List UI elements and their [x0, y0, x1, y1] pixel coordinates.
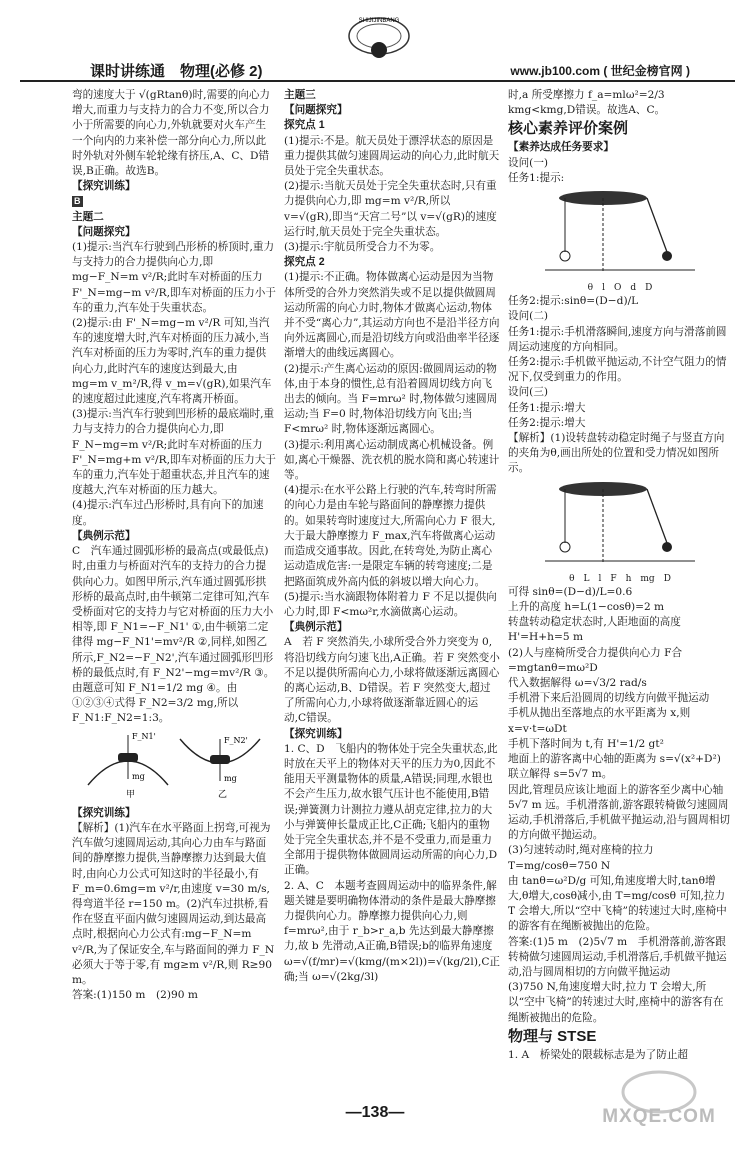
- left-column: [72, 88, 276, 1003]
- paragraph: 任务2:提示:增大: [508, 416, 586, 429]
- paragraph: A 若 F 突然消失,小球所受合外力突变为 0,将沿切线方向匀速飞出,A正确。若 F 突然变小不足以提供所需向心力,小球将做逐渐远离圆心的离心运动,B、D错误。若 F 突然变大,超过了所需向心力,小球将做逐渐靠近圆心的运动,C错误。: [284, 636, 500, 725]
- paragraph: 设问(三): [508, 386, 549, 399]
- section-title: 物理与 STSE: [508, 1027, 597, 1045]
- section-heading: 【探究训练】: [72, 806, 136, 819]
- carousel-swing-figure: [535, 186, 705, 278]
- paragraph: 转盘转动稳定状态时,人距地面的高度 H'=H+h=5 m: [508, 616, 681, 644]
- paragraph: (2)提示:产生离心运动的原因:做圆周运动的物体,由于本身的惯性,总有沿着圆周切线方向飞出去的倾向。当 F=mrω² 时,物体做匀速圆周运动;当 F=0 时,物体沿切线方向飞出;当 F<mrω² 时,物体逐渐远离圆心。: [284, 362, 498, 436]
- answer-line: [72, 194, 276, 209]
- paragraph: (3)750 N,角速度增大时,拉力 T 会增大,所以“空中飞椅”的转速过大时,座椅中的游客有在绳断被抛出的危险。: [508, 981, 724, 1024]
- paragraph: 1. C、D 飞船内的物体处于完全失重状态,此时放在天平上的物体对天平的压力为0,因此不能用天平测量物体的质量,A错误;同理,水银也不会产生压力,故水银气压计也不能使用,B错误;弹簧测力计测拉力遵从胡克定律,拉力的大小与弹簧伸长量成正比,C正确;飞船内的重物处于完全失重状态,并不是不受重力,而是重力全部用于提供物体做圆周运动所需的向心力,D正确。: [284, 742, 498, 877]
- paragraph: 1. A 桥梁处的限载标志是为了防止超: [508, 1048, 689, 1061]
- paragraph: 弯的速度大于 √(gRtanθ)时,需要的向心力增大,而重力与支持力的合力不变,所以合力小于所需要的向心力,外轨就要对火车产生一个向内的力来补偿一部分向心力,所以此时外轨对外侧车轮轮缘有挤压,A、C、D错误,B正确。故选B。: [72, 89, 271, 178]
- paragraph: 【解析】(1)汽车在水平路面上拐弯,可视为汽车做匀速圆周运动,其向心力由车与路面间的静摩擦力提供,当静摩擦力达到最大值时,由向心力公式可知这时的半径最小,有 F_m=0.6mg=m v²/r,由速度 v=30 m/s,得弯道半径 r=150 m。(2)汽车过拱桥,看作在竖直平面内做匀速圆周运动,到达最高点时,根据向心力公式有:mg−F_N=m v²/R,为了保证安全,车与路面间的弹力 F_N 必须大于等于零,有 mg≥m v²/R,则 R≥90 m。: [72, 821, 275, 986]
- header-divider: [20, 80, 735, 82]
- section-heading: 【探究训练】: [72, 180, 136, 193]
- paragraph: (3)提示:当汽车行驶到凹形桥的最底端时,重力与支持力的合力提供向心力,即 F_N−mg=m v²/R;此时车对桥面的压力 F'_N=mg+m v²/R,即车对桥面的压力大于车的重力,汽车处于超重状态,并且汽车的速度越大,汽车对桥面的压力越大。: [72, 408, 276, 497]
- right-column: [508, 88, 732, 1063]
- paragraph: (4)提示:在水平公路上行驶的汽车,转弯时所需的向心力是由车轮与路面间的静摩擦力提供的。如果转弯时速度过大,所需向心力 F 很大,大于最大静摩擦力 F_max,汽车将做离心运动而造成交通事故。因此,在转弯处,为防止离心运动造成危害:一是限定车辆的转弯速度;二是把路面筑成外高内低的斜坡以增大向心力。: [284, 484, 497, 588]
- section-heading: 探究点 2: [284, 256, 325, 269]
- paragraph: 任务1:提示:: [508, 171, 565, 184]
- figure-labels: θ l O d D: [587, 283, 653, 294]
- section-heading: 主题二: [72, 210, 104, 223]
- section-title: 核心素养评价案例: [508, 120, 629, 138]
- figure-caption: 甲: [126, 789, 136, 800]
- section-heading: 【典例示范】: [72, 529, 136, 542]
- paragraph: 地面上的游客离中心轴的距离为 s=√(x²+D²): [508, 753, 721, 766]
- paragraph: 因此,管理员应该让地面上的游客至少离中心轴 5√7 m 远。手机滑落前,游客跟转椅做匀速圆周运动,手机滑落后,手机做平抛运动,沿与圆周相切的方向做平抛运动。: [508, 783, 730, 842]
- figure: [72, 727, 276, 806]
- paragraph: 任务1:提示:手机滑落瞬间,速度方向与滑落前圆周运动速度的方向相同。: [508, 325, 727, 353]
- paragraph: 答案:(1)5 m (2)5√7 m 手机滑落前,游客跟转椅做匀速圆周运动,手机滑落后,手机做平抛运动,沿与圆周相切的方向做平抛运动: [508, 935, 727, 978]
- section-heading: 探究点 1: [284, 119, 325, 132]
- paragraph: (3)提示:利用离心运动制成离心机械设备。例如,离心干燥器、洗衣机的脱水筒和离心转速计等。: [284, 438, 500, 482]
- paragraph: (5)提示:当水滴跟物体附着力 F 不足以提供向心力时,即 F<mω²r,水滴做离心运动。: [284, 590, 497, 618]
- convex-bridge-figure: [82, 727, 174, 801]
- paragraph: (2)人与座椅所受合力提供向心力 F合=mgtanθ=mω²D: [508, 646, 683, 674]
- figure: [508, 477, 732, 585]
- watermark-stamp-icon: [584, 1066, 734, 1140]
- car-body: [210, 755, 230, 764]
- section-heading: 【探究训练】: [284, 727, 348, 740]
- paragraph: 任务2:提示:手机做平抛运动,不计空气阻力的情况下,仅受到重力的作用。: [508, 356, 727, 384]
- gravity-label: mg: [224, 773, 237, 783]
- figure-caption: 乙: [218, 789, 228, 800]
- section-heading: 主题三: [284, 89, 316, 101]
- figure: [508, 186, 732, 294]
- section-heading: 【问题探究】: [284, 104, 348, 117]
- car-body: [118, 753, 138, 762]
- section-heading: 【问题探究】: [72, 225, 136, 238]
- force-label: F_N1': [132, 731, 156, 741]
- paragraph: (1)提示:不是。航天员处于漂浮状态的原因是重力提供其做匀速圆周运动的向心力,此时航天员处于完全失重状态。: [284, 134, 500, 178]
- paragraph: 代入数据解得 ω=√3/2 rad/s: [508, 677, 647, 690]
- middle-column: [284, 88, 500, 985]
- watermark: [584, 1066, 734, 1140]
- paragraph: 任务2:提示:sinθ=(D−d)/L: [508, 295, 639, 308]
- paragraph: (1)提示:当汽车行驶到凸形桥的桥顶时,重力与支持力的合力提供向心力,即 mg−F_N=m v²/R;此时车对桥面的压力 F'_N=mg−m v²/R,即车对桥面的压力小于车的重力,汽车处于失重状态。: [72, 241, 276, 314]
- paragraph: (3)提示:宇航员所受合力不为零。: [284, 241, 441, 254]
- paragraph: 可得 sinθ=(D−d)/L=0.6: [508, 585, 633, 598]
- section-heading: 【典例示范】: [284, 621, 348, 634]
- publisher-logo: [340, 6, 418, 66]
- paragraph: 手机下落时间为 t,有 H'=1/2 gt²: [508, 737, 664, 750]
- paragraph: 设问(一): [508, 156, 549, 169]
- logo-text: SHIJIJINBANG: [358, 18, 400, 24]
- carousel-swing-figure: [535, 477, 705, 569]
- gravity-label: mg: [132, 771, 145, 781]
- paragraph: 由 tanθ=ω²D/g 可知,角速度增大时,tanθ增大,θ增大,cosθ减小,由 T=mg/cosθ 可知,拉力 T 会增大,所以“空中飞椅”的转速过大时,座椅中的游客有在绳断被抛出的危险。: [508, 874, 727, 933]
- figure-labels: θ L l F h mg D: [569, 573, 671, 584]
- paragraph: 设问(二): [508, 310, 549, 323]
- paragraph: 2. A、C 本题考查圆周运动中的临界条件,解题关键是要明确物体滑动的条件是最大静摩擦力提供向心力。静摩擦力提供向心力,则 f=mrω²,由于 r_b>r_a,b 先达到最大静摩擦力,故 b 先滑动,A正确,B错误;b的临界角速度 ω=√(f/mr)=√(kmg/(m×2l))=√(kg/2l),C正确;当 ω=√(2kg/3l): [284, 879, 501, 983]
- paragraph: (1)提示:不正确。物体做离心运动是因为当物体所受的合外力突然消失或不足以提供做圆周运动所需的向心力时,物体才做离心运动,物体并不受“离心力”,其运动方向也不是沿半径方向向外远离圆心,而是沿切线方向或沿曲率半径逐渐增大的曲线远离圆心。: [284, 271, 500, 360]
- paragraph: (4)提示:汽车过凸形桥时,具有向下的加速度。: [72, 499, 264, 527]
- paragraph: (3)匀速转动时,绳对座椅的拉力 T=mg/cosθ=750 N: [508, 844, 654, 872]
- paragraph: (2)提示:当航天员处于完全失重状态时,只有重力提供向心力,即 mg=m v²/R,所以 v=√(gR),即当“天宫二号”以 v=√(gR)的速度运行时,航天员处于完全失重状态。: [284, 180, 497, 238]
- paragraph: 联立解得 s=5√7 m。: [508, 768, 613, 781]
- answer-letter: B: [74, 196, 81, 207]
- paragraph: 答案:(1)150 m (2)90 m: [72, 989, 198, 1002]
- watermark-text: MXQE.COM: [602, 1106, 716, 1127]
- paragraph: 上升的高度 h=L(1−cosθ)=2 m: [508, 601, 665, 614]
- concave-bridge-figure: [174, 727, 266, 801]
- paragraph: C 汽车通过圆弧形桥的最高点(或最低点)时,由重力与桥面对汽车的支持力的合力提供向心力。如图甲所示,汽车通过圆弧形拱形桥的最高点时,由牛顿第二定律可知,汽车受桥面对它的支持力与它对桥面的压力大小相等,即 F_N1=−F_N1' ①,由牛顿第二定律得 mg−F_N1'=mv²/R ②,同样,如图乙所示,F_N2=−F_N2',汽车通过圆弧形凹形桥的最低点时,有 F_N2'−mg=mv²/R ③。由题意可知 F_N1=1/2 mg ④。由①②③④式得 F_N2=3/2 mg,所以 F_N1:F_N2=1:3。: [72, 545, 275, 725]
- paragraph: 任务1:提示:增大: [508, 401, 586, 414]
- paragraph: 【解析】(1)设转盘转动稳定时绳子与竖直方向的夹角为θ,画出所处的位置和受力情况如图所示。: [508, 432, 725, 475]
- website-link[interactable]: www.jb100.com ( 世纪金榜官网 ): [510, 64, 690, 78]
- paragraph: 手机滑下来后沿圆周的切线方向做平抛运动: [508, 692, 710, 705]
- section-heading: 【素养达成任务要求】: [508, 141, 614, 154]
- paragraph: 时,a 所受摩擦力 f_a=mlω²=2/3 kmg<kmg,D错误。故选A、C。: [508, 89, 666, 117]
- book-title: 课时讲练通 物理(必修 2): [90, 63, 263, 80]
- page-number: —138—: [345, 1104, 405, 1121]
- paragraph: 手机从抛出至落地点的水平距离为 x,则 x=v·t=ωDt: [508, 707, 691, 735]
- paragraph: (2)提示:由 F'_N=mg−m v²/R 可知,当汽车的速度增大时,汽车对桥面的压力减小,当汽车对桥面的压力为零时,汽车的重力提供向心力,此时汽车的速度达到最大,由 mg=m v_m²/R,得 v_m=√(gR),如果汽车的速度超过此速度,汽车将离开桥面。: [72, 317, 272, 406]
- force-label: F_N2': [224, 735, 248, 745]
- page-header: [0, 0, 750, 86]
